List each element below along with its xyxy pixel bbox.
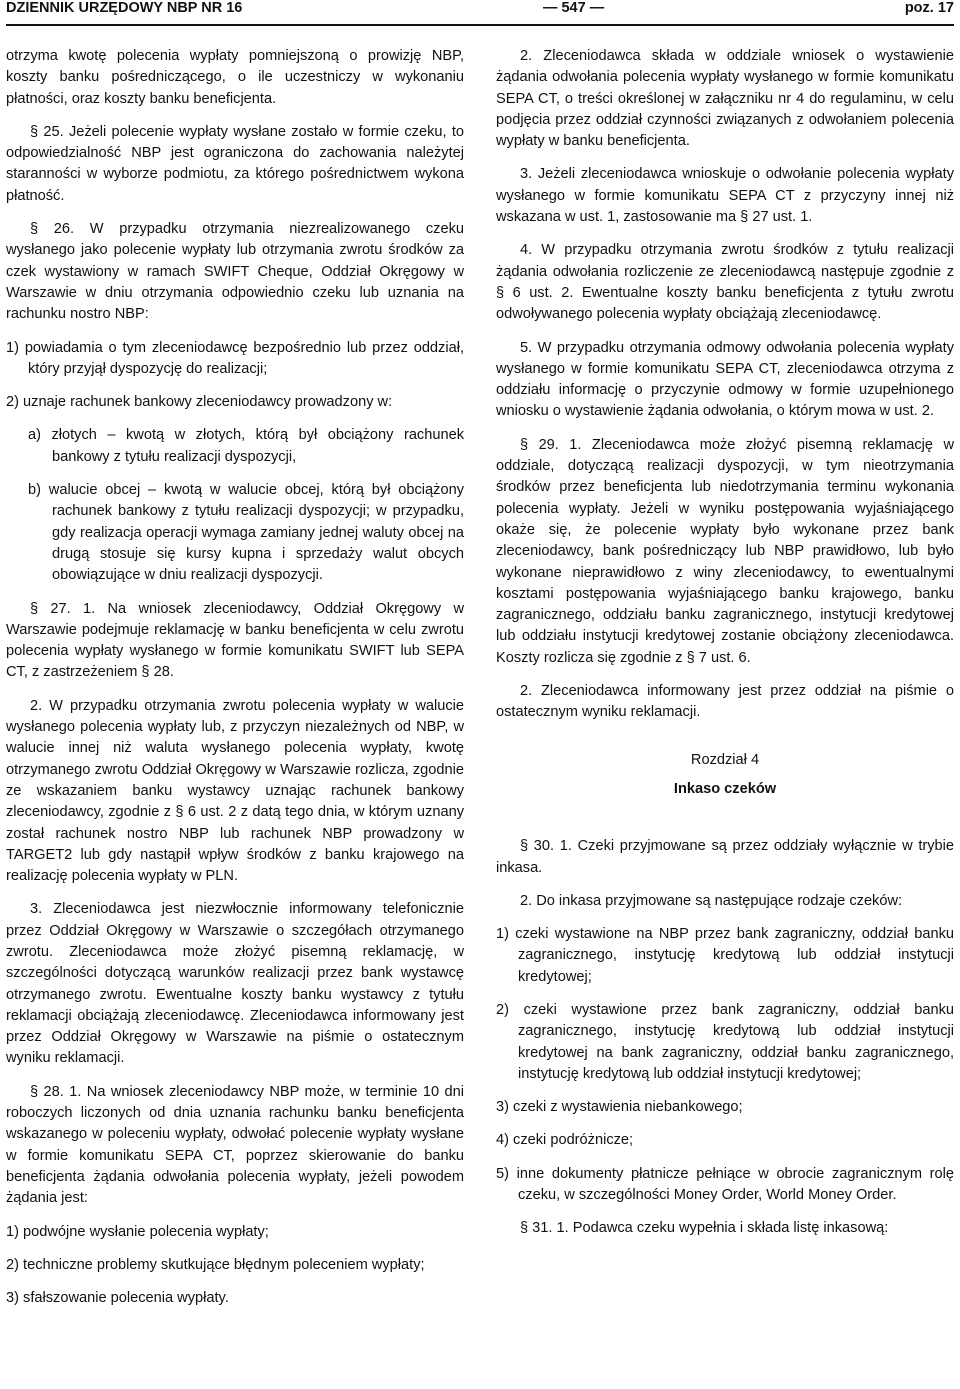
- chapter-number: Rozdział 4: [690, 751, 760, 768]
- paragraph: 2. Do inkasa przyjmowane są następujące rodzaje czeków:: [520, 892, 903, 909]
- right-column-bottom: [496, 836, 954, 1239]
- left-column: [6, 46, 464, 1321]
- paragraph: 2. Zleceniodawca informowany jest przez oddział na piśmie o ostatecznym wyniku reklamacji.: [496, 683, 954, 721]
- paragraph: otrzyma kwotę polecenia wypłaty pomniejszoną o prowizję NBP, koszty banku pośredniczącego, o ile uczestniczy w wykonaniu płatności, oraz koszty banku beneficjenta.: [6, 48, 464, 107]
- paragraph: b) walucie obcej – kwotą w walucie obcej, którą był obciążony rachunek bankowy z tytułu realizacji dyspozycji; w przypadku, gdy realizacja operacji wymaga zamiany jednej waluty obcej na drugą stosuje się kursy kupna i sprzedaży walut obcych obowiązujące w dniu realizacji dyspozycji.: [28, 482, 464, 584]
- item-number: poz. 17: [904, 0, 954, 16]
- paragraph: § 29. 1. Zleceniodawca może złożyć pisemną reklamację w oddziale, dotyczącą realizacji dyspozycji, w tym nieotrzymania środków przez beneficjenta lub niedotrzymania terminu wykonania polecenia wypłaty. Jeżeli w wyniku postępowania wyjaśniającego okaże się, że polecenie wypłaty było wykonane przez bank zleceniodawcy, bank pośredniczący lub NBP prawidłowo, lub było wykonane nieprawidłowo z winy zleceniodawcy, to ewentualnymi kosztami postępowania wyjaśniającego banku krajowego, banku zagranicznego, oddziału banku zagranicznego, instytucji kredytowej lub oddziału instytucji kredytowej zostanie obciążony zleceniodawca. Koszty rozlicza się zgodnie z § 7 ust. 6.: [496, 436, 954, 666]
- paragraph: § 25. Jeżeli polecenie wypłaty wysłane zostało w formie czeku, to odpowiedzialność NBP jest ograniczona do zachowania należytej staranności w wyborze podmiotu, za którego pośrednictwem wykona płatność.: [6, 123, 464, 204]
- paragraph: § 30. 1. Czeki przyjmowane są przez oddziały wyłącznie w trybie inkasa.: [496, 838, 954, 876]
- paragraph: 3. Zleceniodawca jest niezwłocznie informowany telefonicznie przez Oddział Okręgowy w Warszawie o szczegółach otrzymanego zwrotu. Zleceniodawca może złożyć pisemną reklamację, w szczególności dotyczącą warunków realizacji przez bank wystawcę otrzymanego zwrotu. Ewentualne koszty banku wystawcy z tytułu reklamacji obciążają zleceniodawcę. Zleceniodawca informowany jest przez Oddział Okręgowy w Warszawie na piśmie o ostatecznym wyniku reklamacji.: [6, 901, 464, 1067]
- paragraph: 1) powiadamia o tym zleceniodawcę bezpośrednio lub przez oddział, który przyjął dyspozycję do realizacji;: [6, 339, 464, 377]
- paragraph: 4. W przypadku otrzymania zwrotu środków z tytułu realizacji żądania odwołania rozliczenie ze zleceniodawcą następuje zgodnie z § 6 ust. 2. Ewentualne koszty banku beneficjenta z tytułu zwrotu odwoływanego polecenia wypłaty obciążają zleceniodawcę.: [496, 242, 954, 323]
- paragraph: § 27. 1. Na wniosek zleceniodawcy, Oddział Okręgowy w Warszawie podejmuje reklamację w banku beneficjenta w celu zwrotu polecenia wypłaty wysłanego w formie komunikatu SWIFT lub SEPA CT, z zastrzeżeniem § 28.: [6, 600, 464, 681]
- paragraph: § 31. 1. Podawca czeku wypełnia i składa listę inkasową:: [520, 1220, 889, 1237]
- paragraph: a) złotych – kwotą w złotych, którą był obciążony rachunek bankowy z tytułu realizacji dyspozycji,: [28, 427, 464, 465]
- paragraph: 3. Jeżeli zleceniodawca wnioskuje o odwołanie polecenia wypłaty wysłanego w formie komunikatu SEPA CT z przyczyny innej niż wskazana w ust. 1, zastosowanie ma § 27 ust. 1.: [496, 166, 954, 226]
- paragraph: 1) czeki wystawione na NBP przez bank zagraniczny, oddział banku zagranicznego, instytucję kredytową lub oddział instytucji kredytowej;: [496, 926, 954, 985]
- paragraph: 2. Zleceniodawca składa w oddziale wniosek o wystawienie żądania odwołania polecenia wypłaty wysłanego w formie komunikatu SEPA CT, o treści określonej w załączniku nr 4 do regulaminu, w celu podjęcia przez oddział czynności związanych z odwołaniem polecenia wypłaty w banku beneficjenta.: [496, 48, 954, 150]
- paragraph: 3) sfałszowanie polecenia wypłaty.: [6, 1290, 229, 1307]
- paragraph: 4) czeki podróżnicze;: [496, 1132, 634, 1149]
- paragraph: 5. W przypadku otrzymania odmowy odwołania polecenia wypłaty wysłanego w formie komunikatu SEPA CT, zleceniodawca otrzyma z oddziału informację o przyczynie odmowy w formie uzupełnionego wniosku o wystawienie żądania odwołania, o którym mowa w ust. 2.: [496, 339, 954, 420]
- paragraph: 1) podwójne wysłanie polecenia wypłaty;: [6, 1223, 269, 1240]
- paragraph: § 26. W przypadku otrzymania niezrealizowanego czeku wysłanego jako polecenie wypłaty lub otrzymania zwrotu środków za czek wystawiony w ramach SWIFT Cheque, Oddział Okręgowy w Warszawie w dniu otrzymania odpowiednio czeku lub uznania na rachunku nostro NBP:: [6, 221, 464, 323]
- text-columns: [6, 46, 954, 1321]
- right-column-top: [496, 46, 954, 724]
- paragraph: 5) inne dokumenty płatnicze pełniące w obrocie zagranicznym rolę czeku, w szczególności Money Order, World Money Order.: [496, 1165, 954, 1204]
- page-number: — 547 —: [542, 0, 605, 16]
- paragraph: 2) czeki wystawione przez bank zagraniczny, oddział banku zagranicznego, instytucję kredytową lub oddział instytucji kredytowej na bank zagraniczny, oddział banku zagranicznego, instytucję kredytową lub oddział instytucji kredytowej;: [496, 1001, 954, 1082]
- right-column: [496, 46, 954, 1321]
- paragraph: 2. W przypadku otrzymania zwrotu polecenia wypłaty w walucie wysłanego polecenia wypłaty lub, z przyczyn niezależnych od NBP, w walucie innej niż waluta wysłanego polecenia wypłaty, kwotę otrzymanego zwrotu Oddział Okręgowy w Warszawie rozlicza, zgodnie ze wskazaniem banku wystawcy uznając rachunek bankowy zleceniodawcy, zgodnie z § 6 ust. 2 z datą tego dnia, w którym uznany został rachunek nostro NBP lub rachunek NBP prowadzony w TARGET2 lub gdy nastąpił wpływ środków z banku krajowego na realizację polecenia wypłaty w PLN.: [6, 697, 464, 885]
- paragraph: 3) czeki z wystawienia niebankowego;: [496, 1099, 743, 1116]
- chapter-title: Inkaso czeków: [673, 780, 777, 797]
- page-header: [6, 0, 954, 26]
- journal-title: DZIENNIK URZĘDOWY NBP NR 16: [6, 0, 243, 16]
- paragraph: 2) uznaje rachunek bankowy zleceniodawcy prowadzony w:: [6, 394, 393, 411]
- paragraph: § 28. 1. Na wniosek zleceniodawcy NBP może, w terminie 10 dni roboczych liczonych od dnia uznania rachunku banku beneficjenta wskazanego w poleceniu wypłaty, odwołać polecenie wypłaty wysłane w formie komunikatu SEPA CT, poprzez skierowanie do banku beneficjenta żądania odwołania polecenia wypłaty, jeżeli powodem żądania jest:: [6, 1083, 464, 1207]
- paragraph: 2) techniczne problemy skutkujące błędnym poleceniem wypłaty;: [6, 1256, 425, 1273]
